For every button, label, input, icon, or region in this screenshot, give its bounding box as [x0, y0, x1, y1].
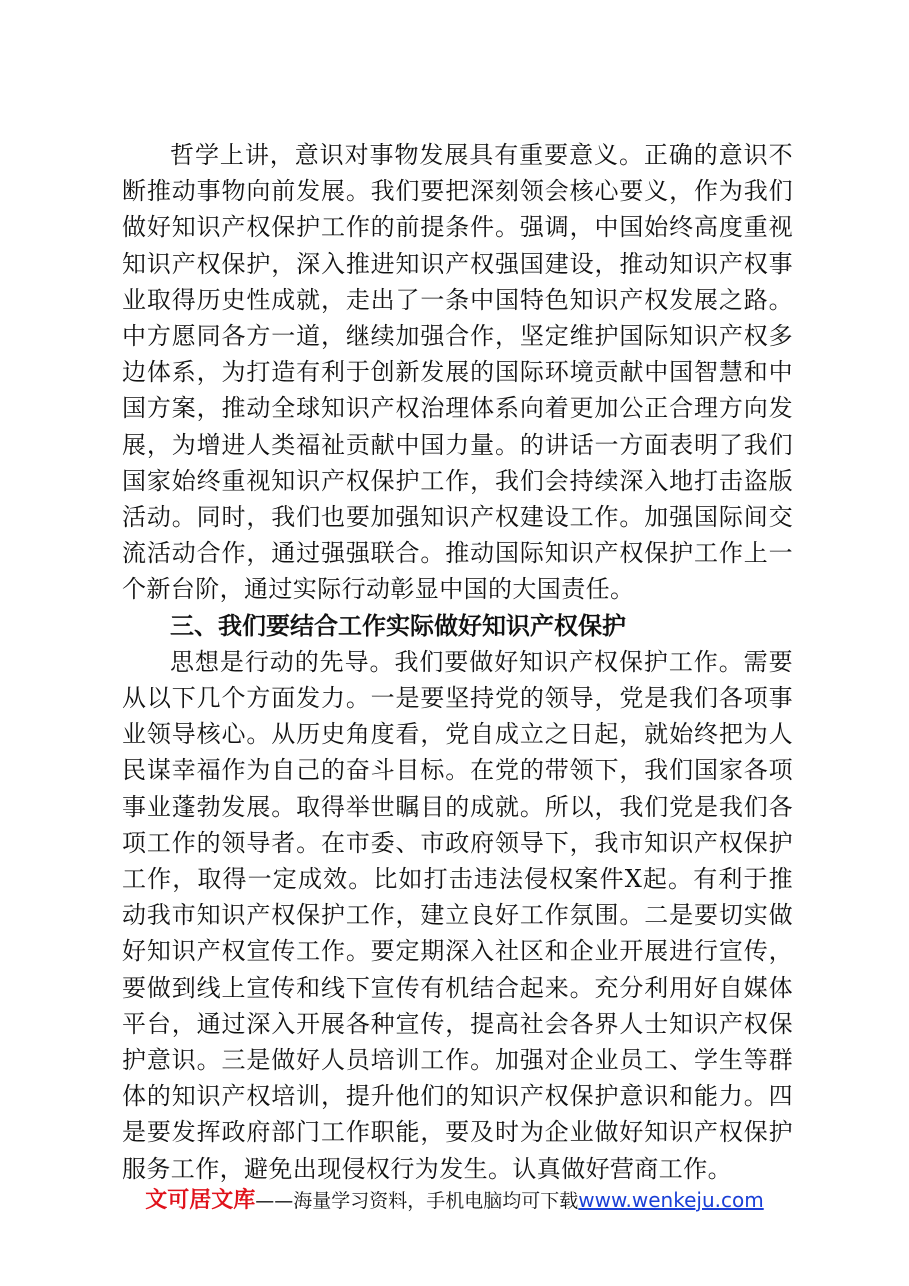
paragraph: 思想是行动的先导。我们要做好知识产权保护工作。需要从以下几个方面发力。一是要坚持党的领导，党是我们各项事业领导核心。从历史角度看，党自成立之日起，就始终把为人民谋幸福作为自己的奋斗目标。在党的带领下，我们国家各项事业蓬勃发展。取得举世瞩目的成就。所以，我们党是我们各项工作的领导者。在市委、市政府领导下，我市知识产权保护工作，取得一定成效。比如打击违法侵权案件X起。有利于推动我市知识产权保护工作，建立良好工作氛围。二是要切实做好知识产权宣传工作。要定期深入社区和企业开展进行宣传，要做到线上宣传和线下宣传有机结合起来。充分利用好自媒体平台，通过深入开展各种宣传，提高社会各界人士知识产权保护意识。三是做好人员培训工作。加强对企业员工、学生等群体的知识产权培训，提升他们的知识产权保护意识和能力。四是要发挥政府部门工作职能，要及时为企业做好知识产权保护服务工作，避免出现侵权行为发生。认真做好营商工作。 [122, 647, 793, 1183]
brand-name: 文可居文库 [145, 1188, 256, 1213]
section-heading: 三、我们要结合工作实际做好知识产权保护 [170, 611, 626, 640]
website-link[interactable]: www.wenkeju.com [578, 1188, 764, 1212]
footer-slogan: ——海量学习资料，手机电脑均可下载 [255, 1190, 579, 1212]
document-body [122, 137, 793, 1187]
paragraph: 哲学上讲，意识对事物发展具有重要意义。正确的意识不断推动事物向前发展。我们要把深刻领会核心要义，作为我们做好知识产权保护工作的前提条件。强调，中国始终高度重视知识产权保护，深入推进知识产权强国建设，推动知识产权事业取得历史性成就，走出了一条中国特色知识产权发展之路。中方愿同各方一道，继续加强合作，坚定维护国际知识产权多边体系，为打造有利于创新发展的国际环境贡献中国智慧和中国方案，推动全球知识产权治理体系向着更加公正合理方向发展，为增进人类福祉贡献中国力量。的讲话一方面表明了我们国家始终重视知识产权保护工作，我们会持续深入地打击盗版活动。同时，我们也要加强知识产权建设工作。加强国际间交流活动合作，通过强强联合。推动国际知识产权保护工作上一个新台阶，通过实际行动彰显中国的大国责任。 [122, 141, 793, 604]
footer-watermark [0, 1183, 909, 1214]
